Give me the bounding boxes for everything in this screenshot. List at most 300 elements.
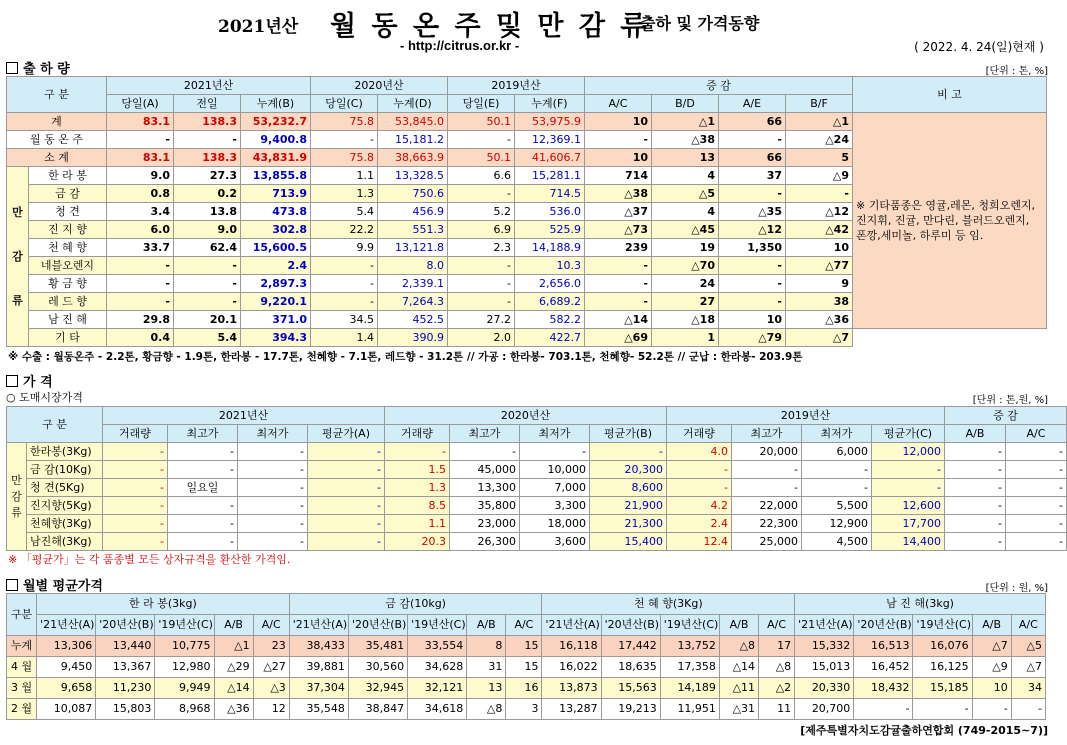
table-cell: 22.2	[311, 221, 378, 239]
table-cell: 21,300	[590, 515, 667, 533]
checkbox-icon	[6, 375, 18, 387]
table-cell: 38,663.9	[378, 149, 448, 167]
shipment-section-title: 출 하 량	[6, 58, 70, 77]
table-cell: 20,700	[795, 699, 854, 720]
row-label: 황 금 향	[29, 275, 107, 293]
table-cell: 138.3	[174, 149, 241, 167]
table-cell: 15,803	[96, 699, 155, 720]
table-cell: 38	[786, 293, 853, 311]
table-cell: -	[1006, 443, 1067, 461]
column-header: A/C	[506, 615, 542, 636]
table-cell: -	[719, 131, 786, 149]
table-cell: △18	[652, 311, 719, 329]
table-cell: -	[945, 479, 1006, 497]
table-cell: -	[103, 497, 168, 515]
row-label: 레 드 향	[29, 293, 107, 311]
table-cell: 750.6	[378, 185, 448, 203]
table-cell: -	[448, 185, 515, 203]
table-cell: 9.0	[174, 221, 241, 239]
table-cell: △77	[786, 257, 853, 275]
table-cell: 83.1	[107, 113, 174, 131]
table-cell: △27	[253, 657, 289, 678]
table-cell: 16,452	[854, 657, 913, 678]
table-cell: 35,800	[450, 497, 520, 515]
table-cell: 14,189	[660, 678, 719, 699]
table-cell: 39,881	[289, 657, 348, 678]
column-header: '20년산(B)	[601, 615, 660, 636]
table-cell: 10,087	[37, 699, 96, 720]
table-cell: -	[174, 275, 241, 293]
table-cell: △1	[214, 636, 253, 657]
column-header: A/C	[1011, 615, 1045, 636]
row-label: 네블오렌지	[29, 257, 107, 275]
table-cell: -	[719, 257, 786, 275]
column-header: A/C	[585, 95, 652, 113]
table-cell: 8	[467, 636, 506, 657]
monthly-price-table	[6, 593, 1046, 720]
table-cell: 9.9	[311, 239, 378, 257]
table-cell: -	[585, 131, 652, 149]
table-cell: -	[448, 131, 515, 149]
column-header: 구분	[7, 594, 37, 636]
table-cell: -	[1006, 461, 1067, 479]
table-cell: 10,000	[520, 461, 590, 479]
wholesale-subtitle: ○ 도매시장가격	[6, 391, 83, 404]
table-cell: 2,339.1	[378, 275, 448, 293]
table-cell: △9	[786, 167, 853, 185]
table-cell: 17	[759, 636, 795, 657]
table-cell: 13,855.8	[241, 167, 311, 185]
table-cell: -	[1006, 479, 1067, 497]
table-cell: -	[174, 257, 241, 275]
table-cell: 35,548	[289, 699, 348, 720]
table-cell: 4.2	[667, 497, 732, 515]
row-label: 청 견(5Kg)	[27, 479, 103, 497]
table-cell: 13,752	[660, 636, 719, 657]
row-label: 천혜향(3Kg)	[27, 515, 103, 533]
table-cell: -	[945, 533, 1006, 551]
column-header: '20년산(B)	[96, 615, 155, 636]
table-cell: 15,181.2	[378, 131, 448, 149]
wholesale-price-table	[6, 406, 1067, 551]
table-cell: 13,440	[96, 636, 155, 657]
table-cell: 5	[786, 149, 853, 167]
table-cell: 13,121.8	[378, 239, 448, 257]
table-cell: △35	[719, 203, 786, 221]
table-cell: △7	[972, 636, 1011, 657]
table-row	[7, 329, 1047, 347]
site-url[interactable]: - http://citrus.or.kr -	[400, 38, 520, 53]
table-cell: 32,121	[408, 678, 467, 699]
column-header: 최저가	[802, 425, 872, 443]
checkbox-icon	[6, 62, 18, 74]
table-cell: 138.3	[174, 113, 241, 131]
table-cell: 9,658	[37, 678, 96, 699]
column-header: '19년산(C)	[660, 615, 719, 636]
table-cell: 19	[652, 239, 719, 257]
price-note: ※ 「평균가」는 각 품종별 모든 상자규격을 환산한 가격임.	[8, 553, 291, 566]
table-cell: 66	[719, 149, 786, 167]
table-cell: 22,300	[732, 515, 802, 533]
table-cell: 551.3	[378, 221, 448, 239]
table-cell: -	[168, 443, 238, 461]
footer-source: [제주특별자치도감귤출하연합회 (749-2015~7)]	[800, 724, 1048, 737]
table-cell: △8	[467, 699, 506, 720]
table-cell: 38,433	[289, 636, 348, 657]
table-cell: 20,000	[732, 443, 802, 461]
column-header: '20년산(B)	[854, 615, 913, 636]
table-cell: -	[972, 699, 1011, 720]
table-cell: 6.9	[448, 221, 515, 239]
column-header: A/B	[719, 615, 758, 636]
column-header: 최고가	[450, 425, 520, 443]
table-cell: -	[308, 479, 385, 497]
table-cell: -	[238, 497, 308, 515]
table-cell: 19,213	[601, 699, 660, 720]
group-char: 감	[12, 249, 23, 263]
column-header: 누계(F)	[515, 95, 585, 113]
table-cell: 11,951	[660, 699, 719, 720]
table-cell: 12.4	[667, 533, 732, 551]
table-cell: -	[448, 293, 515, 311]
table-cell: 18,635	[601, 657, 660, 678]
column-header: 누계(D)	[378, 95, 448, 113]
row-label: 3 월	[7, 678, 37, 699]
report-subtitle: 출하 및 가격동향	[640, 14, 760, 33]
table-cell: -	[913, 699, 972, 720]
table-cell: 1,350	[719, 239, 786, 257]
table-cell: 2,897.3	[241, 275, 311, 293]
table-cell: 15,563	[601, 678, 660, 699]
column-header: B/F	[786, 95, 853, 113]
table-cell: 714.5	[515, 185, 585, 203]
table-cell: 27.3	[174, 167, 241, 185]
table-cell: △7	[1011, 657, 1045, 678]
table-cell: -	[103, 461, 168, 479]
table-cell: -	[238, 515, 308, 533]
table-cell: 5.2	[448, 203, 515, 221]
table-cell: △5	[652, 185, 719, 203]
table-cell: 16,022	[542, 657, 601, 678]
table-cell: △37	[585, 203, 652, 221]
table-cell: 4.0	[667, 443, 732, 461]
row-label: 4 월	[7, 657, 37, 678]
table-cell: △8	[759, 657, 795, 678]
row-label: 남진해(3Kg)	[27, 533, 103, 551]
table-cell: 16,076	[913, 636, 972, 657]
table-cell: 33,554	[408, 636, 467, 657]
table-cell: 26,300	[450, 533, 520, 551]
as-of-date: ( 2022. 4. 24(일)현재 )	[914, 40, 1044, 54]
header-row	[7, 425, 1067, 443]
table-cell: 2,656.0	[515, 275, 585, 293]
row-label: 월 동 온 주	[7, 131, 107, 149]
table-cell: 5.4	[311, 203, 378, 221]
table-cell: -	[450, 443, 520, 461]
table-cell: 6,000	[802, 443, 872, 461]
table-cell: -	[103, 515, 168, 533]
table-row	[7, 443, 1067, 461]
table-cell: 10	[585, 149, 652, 167]
table-cell: 7,000	[520, 479, 590, 497]
table-cell: 83.1	[107, 149, 174, 167]
table-cell: 12,600	[872, 497, 945, 515]
table-cell: -	[168, 515, 238, 533]
table-cell: -	[107, 275, 174, 293]
table-cell: 0.2	[174, 185, 241, 203]
crop-year: 2021년산	[218, 17, 299, 37]
row-label: 천 혜 향	[29, 239, 107, 257]
column-header: 2021년산	[103, 407, 385, 425]
table-cell: 713.9	[241, 185, 311, 203]
table-cell: 16,118	[542, 636, 601, 657]
table-cell: △12	[786, 203, 853, 221]
table-cell: 43,831.9	[241, 149, 311, 167]
table-cell: -	[107, 293, 174, 311]
column-header: 최고가	[168, 425, 238, 443]
table-cell: 0.8	[107, 185, 174, 203]
table-cell: 9,400.8	[241, 131, 311, 149]
table-cell: 14,400	[872, 533, 945, 551]
table-cell: 12,369.1	[515, 131, 585, 149]
table-cell: -	[168, 461, 238, 479]
header-row	[7, 615, 1046, 636]
table-cell: △70	[652, 257, 719, 275]
remark-cell: ※ 기타품종은 영귤,레몬, 청희오렌지, 진지휘, 진귤, 만다린, 블러드오렌지, 폰깡,세미놀, 하루미 등 임.	[853, 113, 1047, 329]
row-label: 진 지 향	[29, 221, 107, 239]
column-header: 증 감	[585, 77, 853, 95]
table-cell: 0.4	[107, 329, 174, 347]
table-cell: △38	[652, 131, 719, 149]
table-cell: 45,000	[450, 461, 520, 479]
row-label: 소 계	[7, 149, 107, 167]
table-cell: -	[945, 497, 1006, 515]
table-cell: -	[1011, 699, 1045, 720]
table-cell: 10	[972, 678, 1011, 699]
row-label: 한 라 봉	[29, 167, 107, 185]
column-header: '21년산(A)	[37, 615, 96, 636]
table-cell: 9,949	[155, 678, 214, 699]
table-cell: 32,945	[348, 678, 407, 699]
table-cell: 1.3	[311, 185, 378, 203]
table-cell: -	[945, 443, 1006, 461]
table-cell: -	[719, 185, 786, 203]
table-cell: 15,600.5	[241, 239, 311, 257]
row-label: 남 진 해	[29, 311, 107, 329]
table-cell: 1.1	[311, 167, 378, 185]
table-cell: 13,300	[450, 479, 520, 497]
column-header: '20년산(B)	[348, 615, 407, 636]
table-cell: 21,900	[590, 497, 667, 515]
table-cell: 일요일	[168, 479, 238, 497]
table-cell: △36	[786, 311, 853, 329]
shipment-unit: [단위 : 톤, %]	[985, 66, 1048, 77]
table-cell: 15,332	[795, 636, 854, 657]
table-cell: 714	[585, 167, 652, 185]
table-cell: 13,287	[542, 699, 601, 720]
checkbox-icon	[6, 579, 18, 591]
table-cell: 41,606.7	[515, 149, 585, 167]
table-cell: 17,700	[872, 515, 945, 533]
table-cell: 2.4	[667, 515, 732, 533]
table-cell: -	[1006, 497, 1067, 515]
table-cell: 17,358	[660, 657, 719, 678]
table-cell: 525.9	[515, 221, 585, 239]
table-cell: 16	[506, 678, 542, 699]
column-header: A/B	[214, 615, 253, 636]
table-cell: 53,975.9	[515, 113, 585, 131]
table-cell: 371.0	[241, 311, 311, 329]
table-cell: 66	[719, 113, 786, 131]
shipment-note: ※ 수출 : 월동온주 - 2.2톤, 황금향 - 1.9톤, 한라봉 - 17.7톤, 천혜향 - 7.1톤, 레드향 - 31.2톤 // 가공 : 한라봉- 703.1톤, 천혜향- 52.2톤 // 군납 : 한라봉- 203.9톤	[8, 351, 803, 363]
table-cell: -	[1006, 515, 1067, 533]
table-cell: -	[308, 497, 385, 515]
column-header: A/B	[972, 615, 1011, 636]
table-cell: 38,847	[348, 699, 407, 720]
column-header: 2019년산	[667, 407, 945, 425]
table-cell: 5,500	[802, 497, 872, 515]
table-cell: 37	[719, 167, 786, 185]
table-cell: -	[107, 131, 174, 149]
table-cell: 456.9	[378, 203, 448, 221]
table-cell: 23	[253, 636, 289, 657]
column-header: 평균가(A)	[308, 425, 385, 443]
table-cell: 27.2	[448, 311, 515, 329]
table-cell: -	[311, 293, 378, 311]
table-cell: △12	[719, 221, 786, 239]
table-cell: 11,230	[96, 678, 155, 699]
table-cell: △1	[652, 113, 719, 131]
table-cell: 33.7	[107, 239, 174, 257]
table-cell: 53,232.7	[241, 113, 311, 131]
report-title: 월 동 온 주 및 만 감 류	[330, 11, 650, 42]
table-cell: -	[872, 461, 945, 479]
table-cell: 10	[585, 113, 652, 131]
table-cell: 13	[652, 149, 719, 167]
row-label: 기 타	[29, 329, 107, 347]
table-cell: 34,628	[408, 657, 467, 678]
table-cell: -	[103, 533, 168, 551]
group-label	[7, 443, 27, 551]
table-cell: -	[719, 275, 786, 293]
table-cell: 8,600	[590, 479, 667, 497]
column-header: 거래량	[667, 425, 732, 443]
column-header: A/C	[1006, 425, 1067, 443]
table-cell: -	[732, 479, 802, 497]
table-cell: 2.3	[448, 239, 515, 257]
table-cell: 25,000	[732, 533, 802, 551]
table-row	[7, 515, 1067, 533]
table-cell: 452.5	[378, 311, 448, 329]
group-char: 류	[11, 505, 22, 519]
table-cell: 75.8	[311, 149, 378, 167]
column-header: 당일(C)	[311, 95, 378, 113]
row-label: 금 감	[29, 185, 107, 203]
table-cell: 29.8	[107, 311, 174, 329]
group-char: 만	[12, 205, 23, 219]
table-cell: △45	[652, 221, 719, 239]
row-label: 금 감(10Kg)	[27, 461, 103, 479]
table-cell: 27	[652, 293, 719, 311]
table-cell: 6.0	[107, 221, 174, 239]
table-cell: 11	[759, 699, 795, 720]
row-label: 청 견	[29, 203, 107, 221]
table-cell: 10	[719, 311, 786, 329]
table-cell: -	[585, 293, 652, 311]
table-row	[7, 479, 1067, 497]
table-cell: -	[107, 257, 174, 275]
table-cell: △69	[585, 329, 652, 347]
table-cell: △24	[786, 131, 853, 149]
table-cell: 22,000	[732, 497, 802, 515]
shipment-table	[6, 76, 1047, 347]
table-cell: △14	[214, 678, 253, 699]
table-cell: 394.3	[241, 329, 311, 347]
table-cell: 50.1	[448, 149, 515, 167]
row-label: 한라봉(3Kg)	[27, 443, 103, 461]
table-cell: -	[174, 293, 241, 311]
table-cell: 31	[467, 657, 506, 678]
table-cell: 16,513	[854, 636, 913, 657]
column-header: '19년산(C)	[408, 615, 467, 636]
table-cell: 7,264.3	[378, 293, 448, 311]
table-cell: -	[311, 257, 378, 275]
table-cell: -	[732, 461, 802, 479]
table-cell: △42	[786, 221, 853, 239]
table-cell: 2.0	[448, 329, 515, 347]
row-label: 2 월	[7, 699, 37, 720]
column-header: A/C	[253, 615, 289, 636]
group-char: 감	[11, 489, 22, 503]
table-cell: 15,013	[795, 657, 854, 678]
table-cell: 5.4	[174, 329, 241, 347]
table-cell: 9,220.1	[241, 293, 311, 311]
table-cell: △3	[253, 678, 289, 699]
table-cell: 1.5	[385, 461, 450, 479]
table-cell: -	[308, 461, 385, 479]
column-header: 남 진 해(3kg)	[795, 594, 1046, 615]
column-header: 금 감(10kg)	[289, 594, 542, 615]
column-header: '21년산(A)	[542, 615, 601, 636]
column-header: A/B	[945, 425, 1006, 443]
table-cell: △29	[214, 657, 253, 678]
monthly-unit: [단위 : 원, %]	[985, 583, 1048, 594]
monthly-section-title: 월별 평균가격	[6, 575, 103, 594]
table-cell: 390.9	[378, 329, 448, 347]
table-cell: 3,600	[520, 533, 590, 551]
column-header: 거래량	[103, 425, 168, 443]
table-cell: 9.0	[107, 167, 174, 185]
table-cell: △8	[719, 636, 758, 657]
row-label: 누계	[7, 636, 37, 657]
header-row	[7, 407, 1067, 425]
table-cell: 12,900	[802, 515, 872, 533]
table-cell: △1	[786, 113, 853, 131]
table-cell: -	[308, 533, 385, 551]
table-cell: 4	[652, 203, 719, 221]
table-cell: -	[168, 497, 238, 515]
table-cell: 50.1	[448, 113, 515, 131]
table-cell: 17,442	[601, 636, 660, 657]
column-header: 2020년산	[311, 77, 448, 95]
table-cell: 6,689.2	[515, 293, 585, 311]
table-cell: △31	[719, 699, 758, 720]
table-cell: -	[590, 443, 667, 461]
table-cell: -	[103, 443, 168, 461]
column-header: A/C	[759, 615, 795, 636]
header-row	[7, 77, 1047, 95]
table-cell: 239	[585, 239, 652, 257]
